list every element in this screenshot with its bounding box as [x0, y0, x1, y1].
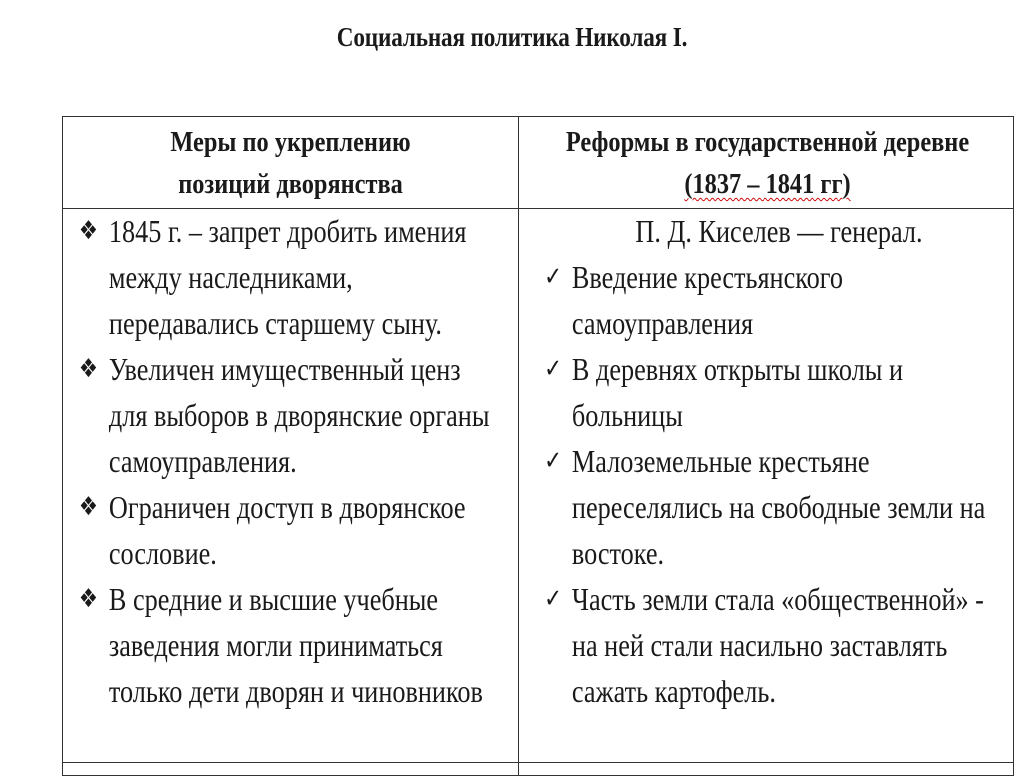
header-left-text: Меры по укреплению позиций дворянства: [170, 126, 411, 200]
list-item-text: 1845 г. – запрет дробить имения между наследниками, передавались старшему сыну.: [108, 213, 467, 341]
checkmark-icon: ✓: [544, 584, 562, 614]
header-state-village-reforms: [560, 121, 976, 207]
header-right-line1: Реформы в государственной деревне: [565, 126, 970, 158]
diamond-bullet-icon: ❖: [78, 584, 98, 614]
diamond-bullet-icon: ❖: [78, 354, 98, 384]
list-item-text: Увеличен имущественный ценз для выборов в дворянские органы самоуправления.: [108, 351, 490, 479]
list-item-text: Малоземельные крестьяне переселялись на свободные земли на востоке.: [571, 443, 986, 571]
page-title: Социальная политика Николая I.: [336, 22, 688, 52]
list-item: [72, 208, 498, 346]
checkmark-icon: ✓: [544, 446, 562, 476]
reform-author-line: П. Д. Киселев — генерал.: [635, 213, 923, 249]
checkmark-icon: ✓: [544, 354, 562, 384]
list-item: [72, 484, 498, 576]
village-reforms-list: [535, 208, 998, 714]
list-item: [72, 576, 498, 714]
list-item-text: В деревнях открыты школы и больницы: [571, 351, 904, 433]
checkmark-icon: ✓: [544, 262, 562, 292]
header-nobility-measures: [99, 121, 481, 207]
diamond-bullet-icon: ❖: [78, 492, 98, 522]
column-divider: [518, 117, 519, 775]
list-item: [535, 576, 998, 714]
table-bottom-line: [63, 762, 1013, 763]
list-item: [535, 438, 998, 576]
header-right-line2: (1837 – 1841 гг): [684, 168, 851, 200]
list-item-text: Часть земли стала «общественной» - на ней стали насильно заставлять сажать картофель.: [571, 581, 984, 709]
list-item-text: Ограничен доступ в дворянское сословие.: [108, 489, 466, 571]
diamond-bullet-icon: ❖: [78, 216, 98, 246]
list-item-text: В средние и высшие учебные заведения могли приниматься только дети дворян и чиновников: [108, 581, 483, 709]
list-item: [535, 254, 998, 346]
list-item: [72, 346, 498, 484]
list-item: [535, 346, 998, 438]
list-item-text: Введение крестьянского самоуправления: [571, 259, 843, 341]
nobility-measures-list: [72, 208, 498, 714]
